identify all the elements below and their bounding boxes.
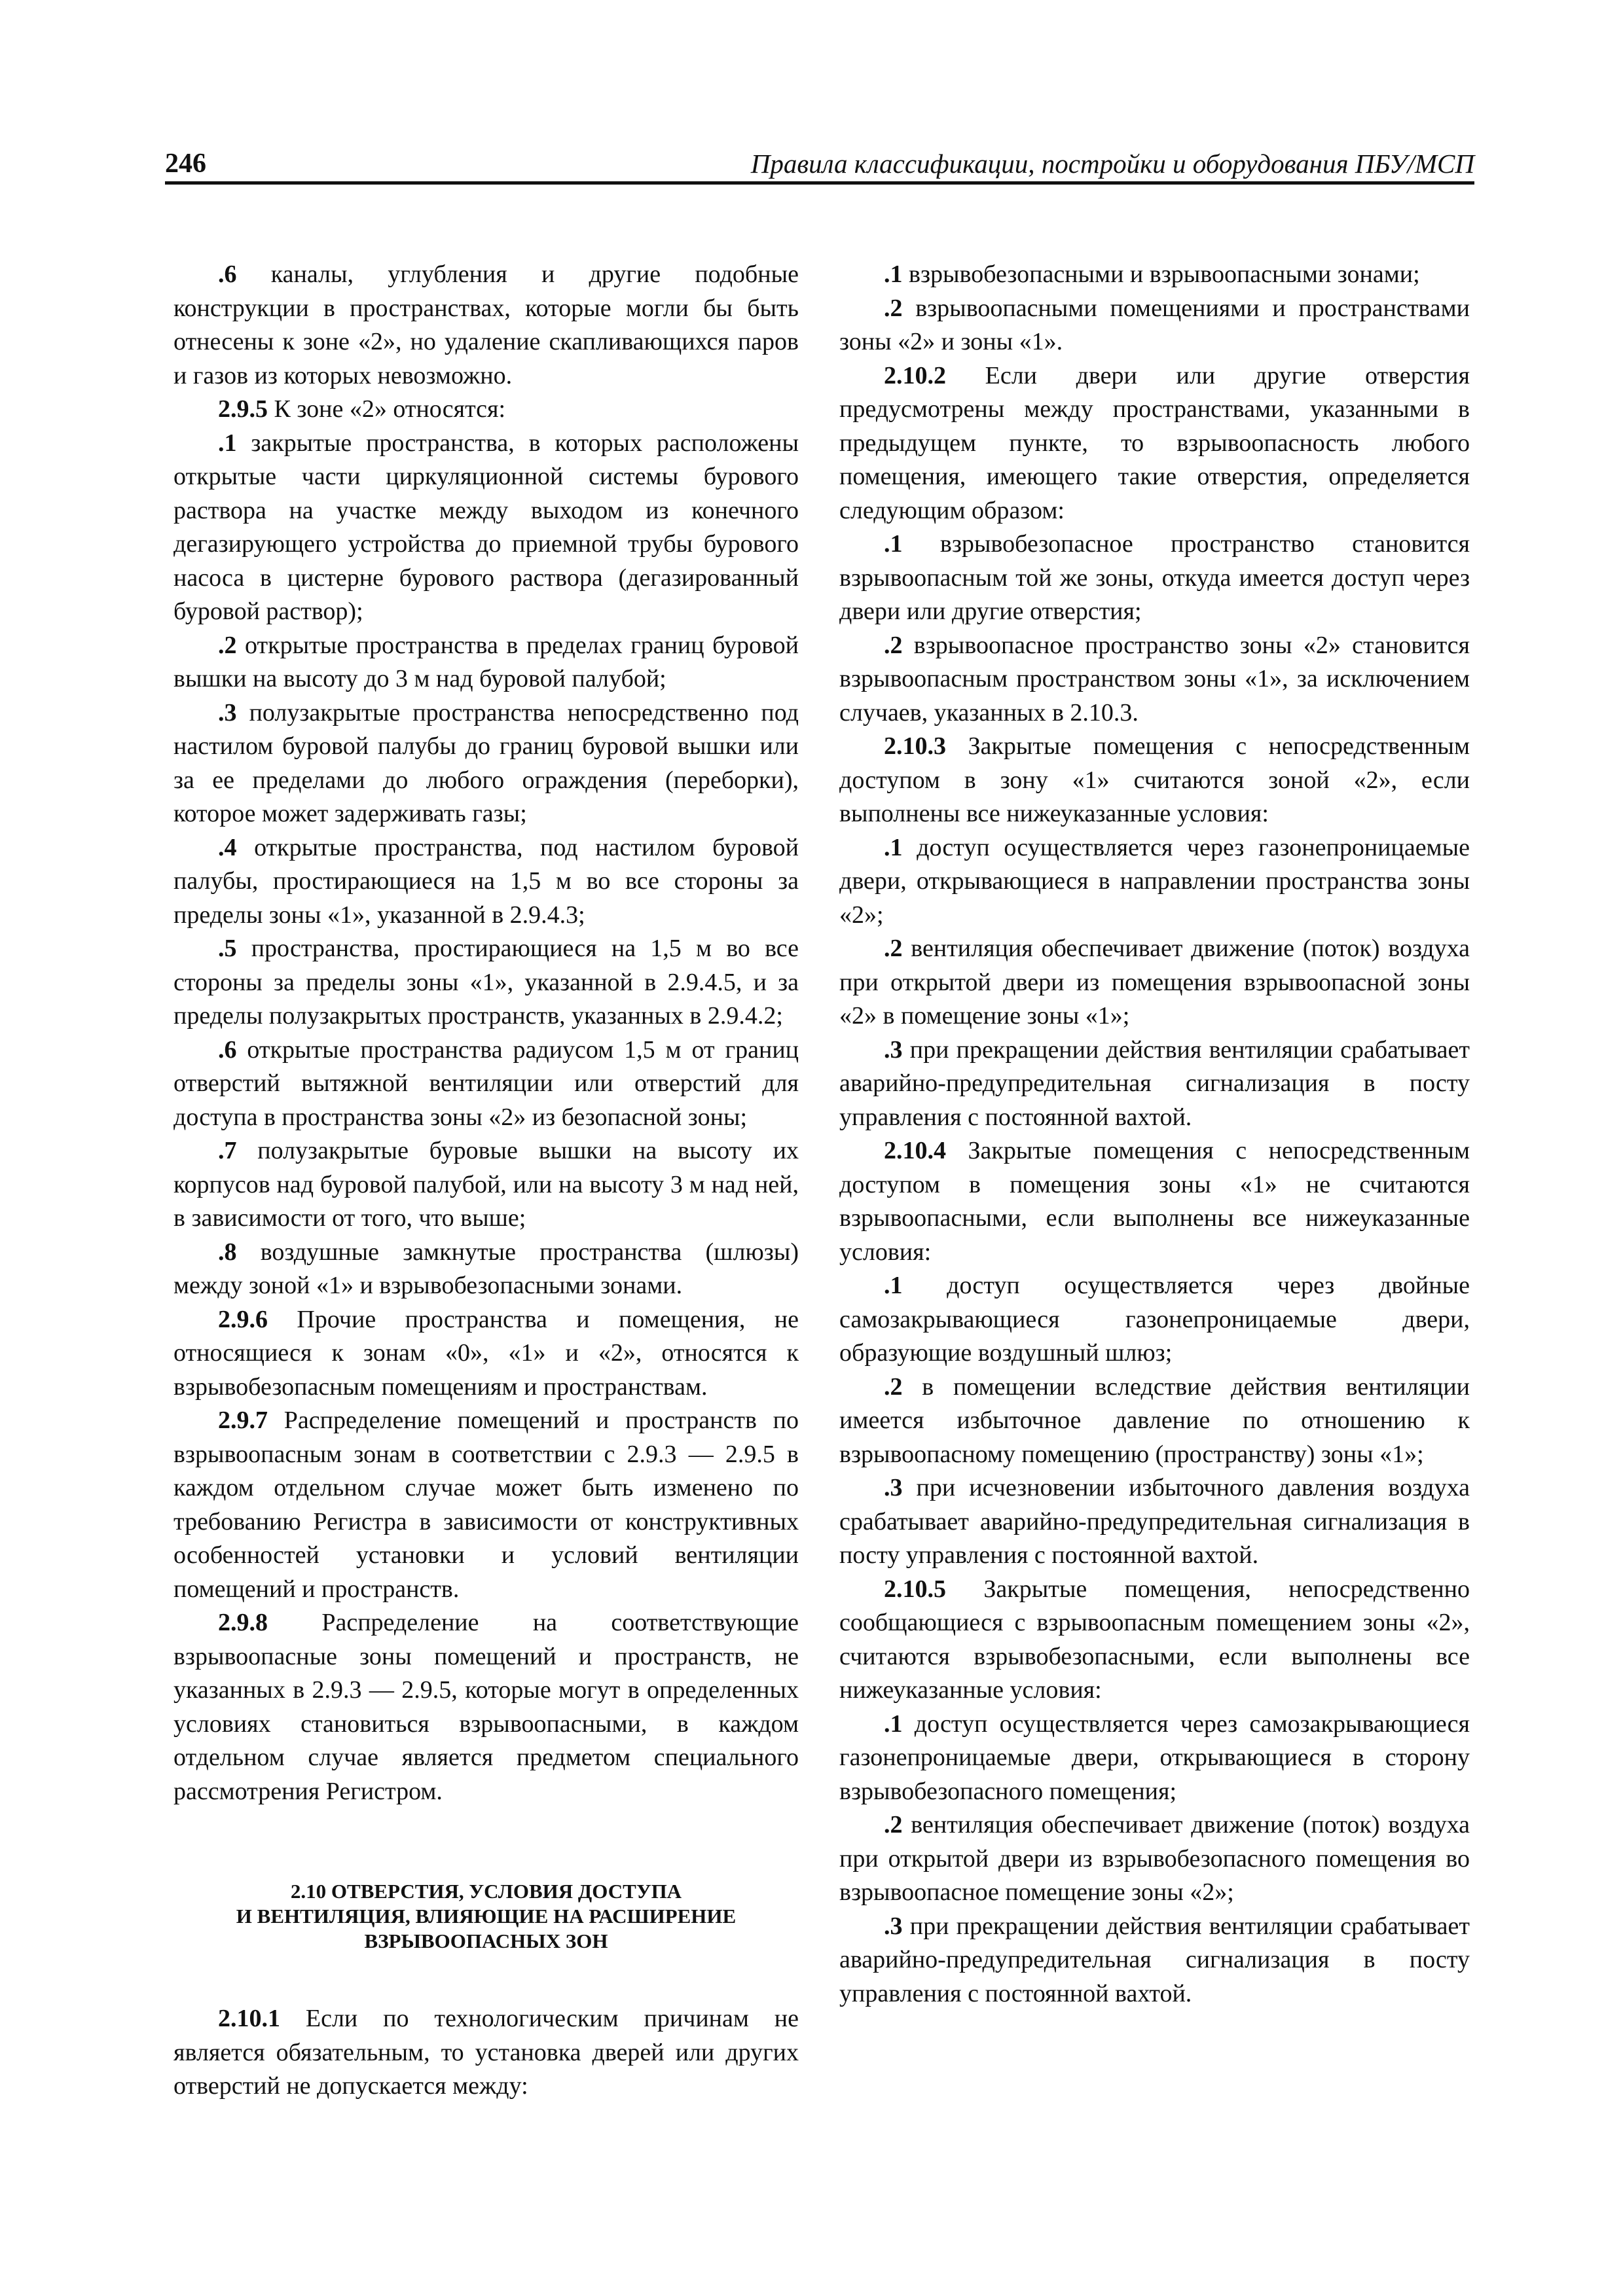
left-column bbox=[173, 258, 799, 2104]
clause-text: при исчезновении избыточного давления воздуха срабатывает аварийно-предупредительная сигнализация в посту управления с постоянной вахтой. bbox=[839, 1474, 1470, 1569]
clause-text: взрывоопасными помещениями и пространствами зоны «2» и зоны «1». bbox=[839, 294, 1470, 355]
clause-number: .5 bbox=[218, 935, 237, 962]
clause-text: взрывобезопасное пространство становится взрывоопасным той же зоны, откуда имеется доступ через двери или другие отверстия; bbox=[839, 530, 1470, 625]
section-heading-2-10 bbox=[173, 1879, 799, 1954]
clause-number: .3 bbox=[218, 698, 237, 726]
paragraph bbox=[839, 1708, 1470, 1809]
clause-text: вентиляция обеспечивает движение (поток) воздуха при открытой двери из взрывобезопасного помещения во взрывоопасное помещение зоны «2»; bbox=[839, 1811, 1470, 1906]
header-rule bbox=[165, 181, 1474, 185]
clause-text: взрывобезопасными и взрывоопасными зонами; bbox=[902, 260, 1420, 288]
clause-text: открытые пространства радиусом 1,5 м от границ отверстий вытяжной вентиляции или отверстий для доступа в пространства зоны «2» из безопасной зоны; bbox=[173, 1035, 799, 1131]
clause-number: .1 bbox=[884, 1272, 903, 1299]
clause-number: .7 bbox=[218, 1137, 237, 1164]
clause-number: .1 bbox=[884, 1710, 903, 1738]
clause-number: .3 bbox=[884, 1474, 903, 1501]
clause-number: .2 bbox=[884, 1811, 903, 1839]
right-paragraphs bbox=[839, 258, 1470, 2011]
clause-number: 2.10.4 bbox=[884, 1137, 946, 1164]
clause-text: доступ осуществляется через самозакрывающиеся газонепроницаемые двери, открывающиеся в сторону взрывобезопасного помещения; bbox=[839, 1710, 1470, 1805]
clause-number: .6 bbox=[218, 260, 237, 288]
paragraph bbox=[173, 393, 799, 427]
clause-number: 2.9.6 bbox=[218, 1305, 268, 1333]
paragraph bbox=[173, 1404, 799, 1606]
left-paragraphs bbox=[173, 258, 799, 1808]
right-column bbox=[839, 258, 1470, 2011]
clause-number: .1 bbox=[218, 429, 237, 457]
paragraph bbox=[839, 1033, 1470, 1135]
clause-number: .3 bbox=[884, 1035, 903, 1064]
paragraph bbox=[173, 629, 799, 696]
clause-number: .2 bbox=[884, 935, 903, 962]
paragraph bbox=[173, 696, 799, 831]
clause-text: взрывоопасное пространство зоны «2» становится взрывоопасным пространством зоны «1», за исключением случаев, указанных в 2.10.3. bbox=[839, 631, 1470, 726]
clause-text: каналы, углубления и другие подобные конструкции в пространствах, которые могли бы быть отнесены к зоне «2», но удаление скапливающихся паров и газов из которых невозможно. bbox=[173, 260, 799, 389]
clause-number: 2.10.5 bbox=[884, 1575, 946, 1603]
clause-text: доступ осуществляется через газонепроницаемые двери, открывающиеся в направлении пространства зоны «2»; bbox=[839, 833, 1470, 929]
paragraph bbox=[839, 1134, 1470, 1269]
running-title: Правила классификации, постройки и оборудования ПБУ/МСП bbox=[750, 149, 1474, 179]
clause-number: .1 bbox=[884, 530, 903, 558]
paragraph bbox=[173, 1033, 799, 1135]
clause-number: 2.10.3 bbox=[884, 732, 946, 760]
clause-text: закрытые пространства, в которых расположены открытые части циркуляционной системы бурового раствора на участке между выходом из конечного дегазирующего устройства до приемной трубы бурового насоса в цистерне бурового раствора (дегазированный буровой раствор); bbox=[173, 429, 799, 625]
clause-text: воздушные замкнутые пространства (шлюзы) между зоной «1» и взрывобезопасными зонами. bbox=[173, 1238, 799, 1299]
paragraph bbox=[839, 1910, 1470, 2011]
paragraph bbox=[839, 292, 1470, 359]
clause-number: .2 bbox=[884, 1372, 903, 1401]
clause-number: 2.9.7 bbox=[218, 1407, 268, 1434]
clause-number: .1 bbox=[884, 833, 903, 861]
paragraph bbox=[173, 831, 799, 933]
clause-text: при прекращении действия вентиляции срабатывает аварийно-предупредительная сигнализация в посту управления с постоянной вахтой. bbox=[839, 1912, 1470, 2007]
clause-text: Если двери или другие отверстия предусмотрены между пространствами, указанными в предыдущем пункте, то взрывоопасность любого помещения, имеющего такие отверстия, определяется следующим образом: bbox=[839, 361, 1470, 524]
page-header bbox=[165, 143, 1474, 185]
paragraph bbox=[839, 528, 1470, 629]
clause-text: открытые пространства в пределах границ буровой вышки на высоту до 3 м над буровой палубой; bbox=[173, 631, 799, 692]
paragraph bbox=[173, 2002, 799, 2104]
paragraph bbox=[839, 629, 1470, 730]
clause-text: Закрытые помещения, непосредственно сообщающиеся с взрывоопасным помещением зоны «2», считаются взрывобезопасными, если выполнены все нижеуказанные условия: bbox=[839, 1575, 1470, 1704]
clause-number: .6 bbox=[218, 1035, 237, 1064]
paragraph bbox=[173, 932, 799, 1033]
clause-number: .2 bbox=[884, 294, 903, 322]
clause-text: доступ осуществляется через двойные самозакрывающиеся газонепроницаемые двери, образующие воздушный шлюз; bbox=[839, 1272, 1470, 1367]
paragraph bbox=[173, 1134, 799, 1236]
clause-text: Если по технологическим причинам не является обязательным, то установка дверей или других отверстий не допускается между: bbox=[173, 2005, 799, 2100]
paragraph bbox=[173, 1303, 799, 1405]
clause-text: Прочие пространства и помещения, не относящиеся к зонам «0», «1» и «2», относятся к взрывобезопасным помещениям и пространствам. bbox=[173, 1305, 799, 1401]
paragraph bbox=[839, 359, 1470, 528]
clause-text: вентиляция обеспечивает движение (поток) воздуха при открытой двери из помещения взрывоопасной зоны «2» в помещение зоны «1»; bbox=[839, 935, 1470, 1030]
left-after-paragraphs bbox=[173, 2002, 799, 2104]
clause-number: 2.10.1 bbox=[218, 2005, 280, 2032]
clause-text: Распределение помещений и пространств по взрывоопасным зонам в соответствии с 2.9.3 — 2.9.5 в каждом отдельном случае может быть изменено по требованию Регистра в зависимости от конструктивных особенностей установки и условий вентиляции помещений и пространств. bbox=[173, 1407, 799, 1603]
clause-text: К зоне «2» относятся: bbox=[268, 395, 506, 423]
clause-text: открытые пространства, под настилом буровой палубы, простирающиеся на 1,5 м во все стороны за пределы зоны «1», указанной в 2.9.4.3; bbox=[173, 833, 799, 929]
paragraph bbox=[173, 1606, 799, 1808]
paragraph bbox=[839, 1371, 1470, 1472]
paragraph bbox=[839, 1471, 1470, 1573]
clause-number: .3 bbox=[884, 1912, 903, 1940]
paragraph bbox=[173, 1236, 799, 1303]
paragraph bbox=[839, 932, 1470, 1033]
page-number: 246 bbox=[165, 149, 206, 179]
clause-text: при прекращении действия вентиляции срабатывает аварийно-предупредительная сигнализация в посту управления с постоянной вахтой. bbox=[839, 1035, 1470, 1131]
paragraph bbox=[839, 831, 1470, 933]
clause-number: .2 bbox=[218, 631, 237, 659]
clause-text: Закрытые помещения с непосредственным доступом в зону «1» считаются зоной «2», если выполнены все нижеуказанные условия: bbox=[839, 732, 1470, 827]
paragraph bbox=[173, 258, 799, 393]
clause-number: 2.10.2 bbox=[884, 361, 946, 389]
paragraph bbox=[839, 1573, 1470, 1708]
clause-number: .8 bbox=[218, 1238, 237, 1266]
paragraph bbox=[839, 1808, 1470, 1910]
paragraph bbox=[839, 1269, 1470, 1371]
clause-text: пространства, простирающиеся на 1,5 м во все стороны за пределы зоны «1», указанной в 2.9.4.5, и за пределы полузакрытых пространств, указанных в 2.9.4.2; bbox=[173, 935, 799, 1030]
section-heading-line: 2.10 ОТВЕРСТИЯ, УСЛОВИЯ ДОСТУПА bbox=[290, 1880, 682, 1903]
clause-number: .2 bbox=[884, 631, 903, 659]
paragraph bbox=[173, 427, 799, 629]
clause-text: Закрытые помещения с непосредственным доступом в помещения зоны «1» не считаются взрывоопасными, если выполнены все нижеуказанные условия: bbox=[839, 1137, 1470, 1266]
clause-text: полузакрытые пространства непосредственно под настилом буровой палубы до границ буровой вышки или за ее пределами до любого ограждения (переборки), которое может задерживать газы; bbox=[173, 698, 799, 827]
clause-text: в помещении вследствие действия вентиляции имеется избыточное давление по отношению к взрывоопасному помещению (пространству) зоны «1»; bbox=[839, 1372, 1470, 1468]
clause-text: полузакрытые буровые вышки на высоту их корпусов над буровой палубой, или на высоту 3 м над ней, в зависимости от того, что выше; bbox=[173, 1137, 799, 1232]
clause-number: .1 bbox=[884, 260, 903, 288]
paragraph bbox=[839, 730, 1470, 831]
clause-number: .4 bbox=[218, 833, 237, 861]
section-heading-line: ВЗРЫВООПАСНЫХ ЗОН bbox=[364, 1929, 608, 1952]
paragraph bbox=[839, 258, 1470, 292]
section-heading-line: И ВЕНТИЛЯЦИЯ, ВЛИЯЮЩИЕ НА РАСШИРЕНИЕ bbox=[236, 1905, 737, 1928]
clause-text: Распределение на соответствующие взрывоопасные зоны помещений и пространств, не указанных в 2.9.3 — 2.9.5, которые могут в определенных условиях становиться взрывоопасными, в каждом отдельном случае является предметом специального рассмотрения Регистром. bbox=[173, 1609, 799, 1805]
clause-number: 2.9.5 bbox=[218, 395, 268, 423]
clause-number: 2.9.8 bbox=[218, 1609, 268, 1636]
